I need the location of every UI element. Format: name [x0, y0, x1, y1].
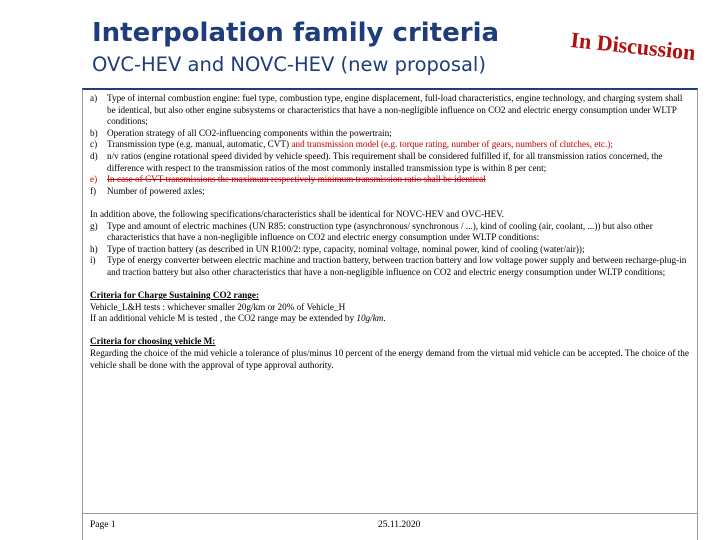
list-marker: b)	[90, 127, 98, 138]
line2-italic: 10g/km	[356, 313, 384, 324]
list-item-deleted	[90, 174, 692, 186]
list-marker: g)	[90, 220, 98, 231]
vehicle-m-text: Regarding the choice of the mid vehicle a tolerance of plus/minus 10 percent of the energy demand from the virtual mid vehicle can be accepted. The choice of the vehicle shall be done with the approval of type approval authority.	[90, 348, 689, 370]
list-item-text: Number of powered axles;	[107, 185, 205, 196]
list-item	[90, 93, 692, 128]
list-item-text: Type and amount of electric machines (UN R85: construction type (asynchronous/ synchronous / ...), kind of cooling (air, coolant, ...)) but also other characteristics that have a non-negligible influence on CO2 and electric energy consumption under WLTP conditions:	[107, 220, 653, 243]
list-marker: a)	[90, 93, 98, 103]
list-item-text: Transmission type (e.g. manual, automatic, CVT)	[107, 139, 290, 150]
line2-prefix: If an additional vehicle M is tested , the CO2 range may be extended by	[90, 313, 357, 324]
charge-sustaining-heading: Criteria for Charge Sustaining CO2 range:	[90, 290, 260, 301]
deleted-text: In case of CVT transmissions the maximum respectively minimum transmission ratio shall be identical	[107, 174, 486, 185]
list-item	[90, 128, 692, 140]
list-marker: h)	[90, 243, 98, 254]
list-item	[90, 221, 692, 244]
list-marker: f)	[90, 185, 97, 196]
charge-sustaining-line1: Vehicle_L&H tests : whichever smaller 20g/km or 20% of Vehicle_H	[90, 301, 346, 312]
page-title: Interpolation family criteria	[92, 18, 500, 48]
vehicle-m-heading: Criteria for choosing vehicle M:	[90, 336, 216, 347]
document-body	[90, 93, 692, 371]
list-marker: c)	[90, 139, 98, 150]
list-marker: d)	[90, 150, 98, 161]
list-marker: i)	[90, 255, 96, 266]
page-number: Page 1	[90, 520, 116, 530]
discussion-stamp: In Discussion	[569, 27, 697, 65]
additional-criteria-intro: In addition above, the following specifications/characteristics shall be identical for NOVC-HEV and OVC-HEV.	[90, 208, 505, 219]
list-item	[90, 139, 692, 151]
added-text: and transmission model (e.g. torque rating, number of gears, numbers of clutches, etc.);	[291, 139, 613, 150]
list-item	[90, 244, 692, 256]
list-item-text: n/v ratios (engine rotational speed divided by vehicle speed). This requirement shall be considered fulfilled if, for all transmission ratios concerned, the difference with respect to the transmission ratios of the most commonly installed transmission type is within 8 per cent;	[107, 150, 663, 173]
footer-divider	[82, 513, 698, 514]
criteria-list-primary	[90, 93, 692, 197]
list-item	[90, 151, 692, 174]
list-item	[90, 255, 692, 278]
page-subtitle: OVC-HEV and NOVC-HEV (new proposal)	[92, 53, 486, 76]
line2-suffix: .	[383, 313, 386, 324]
list-item-text: Type of energy converter between electric machine and traction battery, between traction battery and low voltage power supply and between recharge-plug-in and traction battery but also other characteristics that have a non-negligible influence on CO2 and electric energy consumption under WLTP conditions;	[107, 255, 687, 277]
list-item-text: Type of internal combustion engine: fuel type, combustion type, engine displacement, full-load characteristics, engine technology, and charging system shall be identical, but also other engine subsystems or characteristics that have a non-negligible influence on CO2 and electric energy consumption under WLTP conditions;	[107, 93, 683, 127]
footer-date: 25.11.2020	[378, 520, 421, 530]
list-item-text: Type of traction battery (as described in UN R100/2: type, capacity, nominal voltage, nominal power, kind of cooling (water/air));	[107, 243, 585, 254]
list-marker: e)	[90, 174, 98, 185]
criteria-list-secondary	[90, 221, 692, 279]
list-item	[90, 186, 692, 198]
charge-sustaining-line2	[90, 313, 692, 325]
list-item-text: Operation strategy of all CO2-influencing components within the powertrain;	[107, 127, 392, 138]
